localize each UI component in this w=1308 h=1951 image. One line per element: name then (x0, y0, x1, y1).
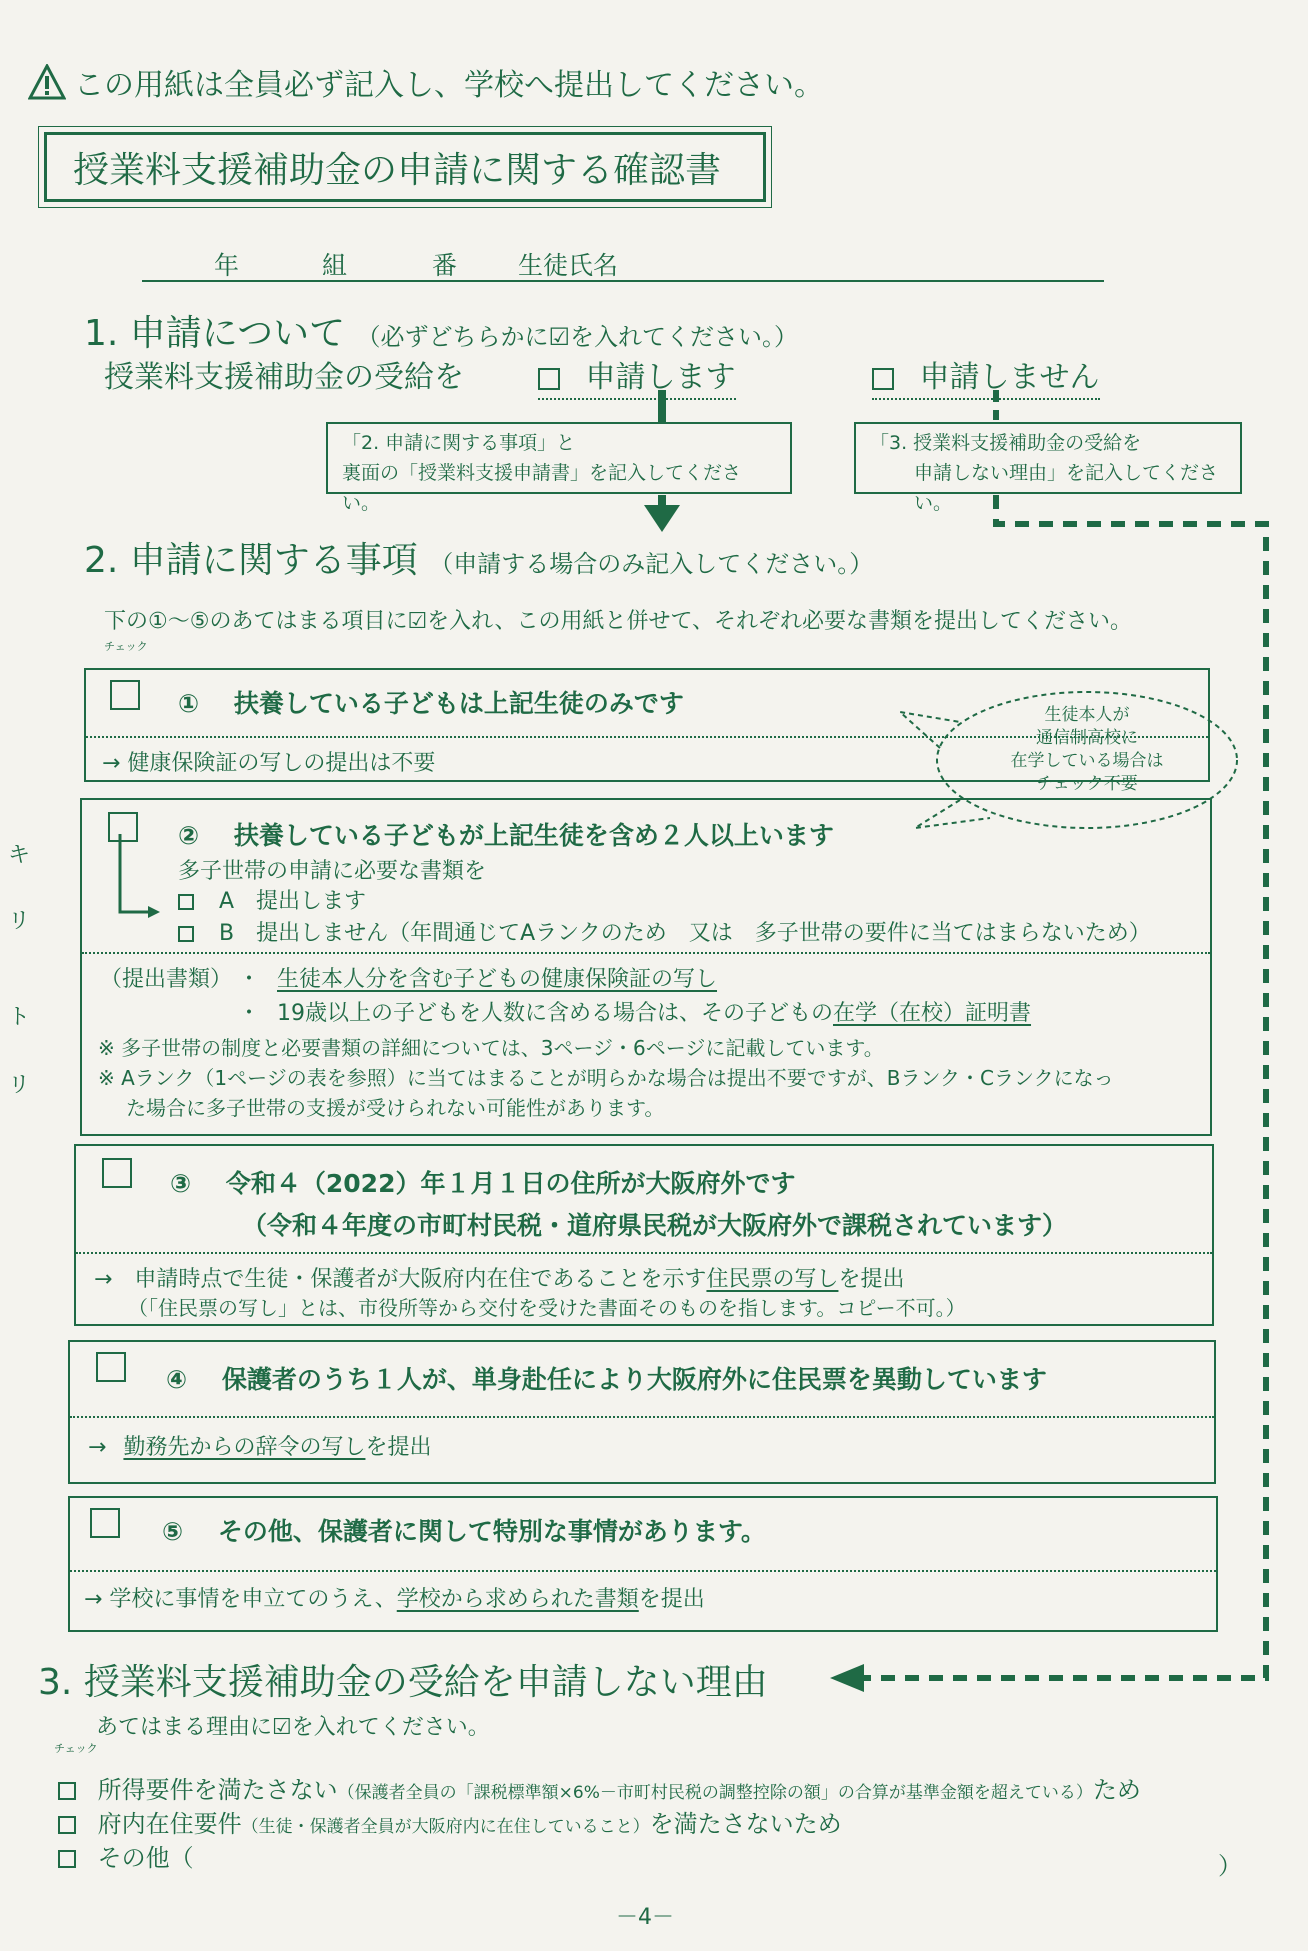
name-label: 生徒氏名 (518, 251, 619, 280)
item-3-detail: → 申請時点で生徒・保護者が大阪府内在住であることを示す (94, 1267, 707, 1292)
item-4-detail: を提出 (365, 1435, 432, 1460)
warning-icon (28, 64, 66, 100)
docs-label: （提出書類） (100, 967, 233, 992)
item-3-detail2: （「住民票の写し」とは、市役所等から交付を受けた書面そのものを指します。コピー不可。） (128, 1296, 966, 1320)
section1-heading: 1. 申請について （必ずどちらかに☑を入れてください。） (84, 313, 799, 354)
item-3-number: ③ (170, 1169, 192, 1198)
not-apply-instruction-note: 「3. 授業料支援補助金の受給を 申請しない理由」を記入してください。 (854, 422, 1242, 494)
year-label: 年 (214, 251, 240, 280)
item-5-checkbox[interactable] (90, 1508, 120, 1538)
check-ruby: チェック (104, 640, 148, 653)
item-5-number: ⑤ (162, 1517, 184, 1546)
option-a-checkbox[interactable] (178, 894, 194, 910)
reason-3-close: ） (1218, 1852, 1242, 1880)
apply-instruction-note: 「2. 申請に関する事項」と 裏面の「授業料支援申請書」を記入してください。 (326, 422, 792, 494)
cut-mark: キ (8, 843, 31, 868)
item-2-checkbox[interactable] (108, 812, 138, 842)
item-2-number: ② (178, 821, 200, 850)
class-label: 組 (322, 251, 348, 280)
option-apply[interactable]: 申請します (538, 352, 736, 400)
item-1-detail: → 健康保険証の写しの提出は不要 (102, 751, 436, 776)
item-1-checkbox[interactable] (110, 680, 140, 710)
item-3-title2: （令和４年度の市町村民税・道府県民税が大阪府外で課税されています） (242, 1211, 1068, 1240)
section3-instruction: あてはまる理由に☑を入れてください。 (96, 1715, 490, 1740)
reason-1[interactable]: 所得要件を満たさない（保護者全員の「課税標準額×6%－市町村民税の調整控除の額」の合算が基準金額を超えている）ため (58, 1770, 1141, 1805)
section2-instruction: 下の①～⑤のあてはまる項目に☑を入れ、この用紙と併せて、それぞれ必要な書類を提出してください。 (104, 609, 1133, 634)
doc-2-cert: 在学（在校）証明書 (833, 1001, 1032, 1026)
item-5-detail: → 学校に事情を申立てのうえ、 (84, 1587, 397, 1612)
item-2-note-2a: ※ Aランク（1ページの表を参照）に当てはまることが明らかな場合は提出不要ですが、Bランク・Cランクになっ (98, 1066, 1114, 1090)
item-2-note-2b: た場合に多子世帯の支援が受けられない可能性があります。 (126, 1096, 665, 1120)
apply-checkbox[interactable] (538, 368, 560, 390)
number-label: 番 (432, 251, 458, 280)
cut-mark: リ (8, 909, 31, 934)
item-3-box: ③ 令和４（2022）年１月１日の住所が大阪府外です （令和４年度の市町村民税・道府県民税が大阪府外で課税されています） → 申請時点で生徒・保護者が大阪府内在住であることを示す住民票の写しを提出 （「住民票の写し」とは、市役所等から交付を受けた書面そのものを指します。コピー不可。） (74, 1144, 1214, 1326)
section1-lead: 授業料支援補助金の受給を (104, 360, 464, 395)
item-1-number: ① (178, 689, 200, 718)
cut-mark: リ (8, 1073, 31, 1098)
item-2-option-a[interactable]: A 提出します (178, 884, 366, 915)
item-2-option-b[interactable]: B 提出しません（年間通じてAランクのため 又は 多子世帯の要件に当てはまらないため） (178, 916, 1151, 947)
item-4-number: ④ (166, 1365, 188, 1394)
section2-heading: 2. 申請に関する事項 （申請する場合のみ記入してください。） (84, 540, 874, 581)
item-2-title: 扶養している子どもが上記生徒を含め２人以上います (233, 821, 834, 850)
item-4-checkbox[interactable] (96, 1352, 126, 1382)
speech-bubble-note: 生徒本人が 通信制高校に 在学している場合は チェック不要 (1010, 705, 1164, 794)
reason-3-checkbox[interactable] (58, 1850, 76, 1868)
item-4-title: 保護者のうち１人が、単身赴任により大阪府外に住民票を異動しています (221, 1365, 1047, 1394)
not-apply-checkbox[interactable] (872, 368, 894, 390)
page-number: －4－ (616, 1905, 674, 1930)
item-2-sub-lead: 多子世帯の申請に必要な書類を (178, 859, 487, 884)
item-5-doc: 学校から求められた書類 (396, 1587, 639, 1612)
student-info-field[interactable] (142, 246, 1104, 282)
item-4-doc: 勤務先からの辞令の写し (123, 1435, 366, 1460)
item-2-note-1: ※ 多子世帯の制度と必要書類の詳細については、3ページ・6ページに記載しています。 (98, 1036, 884, 1060)
item-5-title: その他、保護者に関して特別な事情があります。 (217, 1517, 766, 1546)
item-2-box: ② 扶養している子どもが上記生徒を含め２人以上います 多子世帯の申請に必要な書類を A 提出します B 提出しません（年間通じてAランクのため 又は 多子世帯の要件に当てはまらないため） （提出書類） ・ 生徒本人分を含む子どもの健康保険証の写し ・ 19歳以上の子どもを人数に含める場合は、その子どもの在学（在校）証明書 ※ 多子世帯の制度と必要書類の詳細については、3ページ・6ページに記載しています。 ※ Aランク（1ページの表を参照）に当てはまることが明らかな場合は提出不要ですが、Bランク・Cランクになっ た場合に多子世帯の支援が受けられない可能性があります。 (80, 798, 1212, 1136)
section3-heading: 3. 授業料支援補助金の受給を申請しない理由 (38, 1662, 768, 1703)
section1-note: （必ずどちらかに☑を入れてください。） (356, 323, 799, 351)
doc-2: 19歳以上の子どもを人数に含める場合は、その子どもの (277, 1001, 833, 1026)
reason-2-checkbox[interactable] (58, 1816, 76, 1834)
item-5-box: ⑤ その他、保護者に関して特別な事情があります。 → 学校に事情を申立てのうえ、学校から求められた書類を提出 (68, 1496, 1218, 1632)
doc-1: 生徒本人分を含む子どもの健康保険証の写し (277, 967, 718, 992)
cut-mark: ト (8, 1005, 31, 1030)
item-1-title: 扶養している子どもは上記生徒のみです (233, 689, 684, 718)
reason-3[interactable]: その他（ (58, 1838, 194, 1873)
option-b-checkbox[interactable] (178, 926, 194, 942)
item-4-box: ④ 保護者のうち１人が、単身赴任により大阪府外に住民票を異動しています → 勤務先からの辞令の写しを提出 (68, 1340, 1216, 1484)
section2-note: （申請する場合のみ記入してください。） (429, 550, 874, 578)
warning-line (28, 60, 824, 104)
item-3-title: 令和４（2022）年１月１日の住所が大阪府外です (225, 1169, 796, 1198)
option-not-apply[interactable]: 申請しません (872, 352, 1100, 400)
document-title: 授業料支援補助金の申請に関する確認書 (44, 132, 766, 202)
reason-2[interactable]: 府内在住要件（生徒・保護者全員が大阪府内に在住していること）を満たさないため (58, 1804, 842, 1839)
item-3-doc: 住民票の写し (706, 1267, 839, 1292)
item-3-checkbox[interactable] (102, 1158, 132, 1188)
reason-1-checkbox[interactable] (58, 1782, 76, 1800)
check-ruby-3: チェック (54, 1742, 98, 1755)
warning-text: この用紙は全員必ず記入し、学校へ提出してください。 (74, 68, 824, 103)
